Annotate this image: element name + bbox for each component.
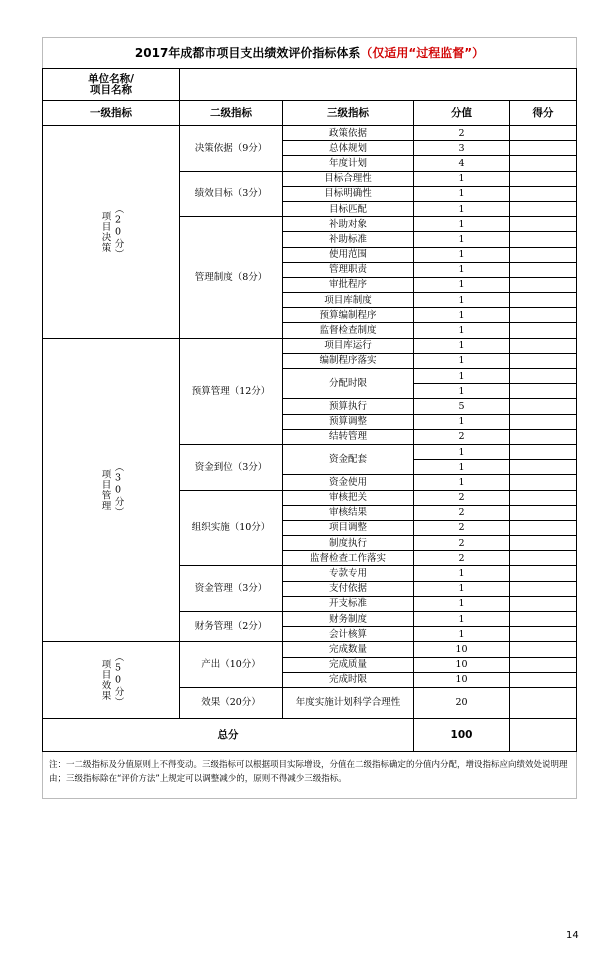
level3-cell: 监督检查工作落实	[283, 551, 414, 566]
title-highlight: （仅适用“过程监督”）	[360, 45, 485, 60]
table-row	[43, 126, 577, 141]
score-cell: 2	[414, 536, 510, 551]
score-cell: 1	[414, 475, 510, 490]
level3-cell: 完成数量	[283, 642, 414, 657]
total-label: 总分	[43, 719, 414, 752]
score-cell: 4	[414, 156, 510, 171]
level3-cell: 完成质量	[283, 657, 414, 672]
score-cell: 1	[414, 612, 510, 627]
level3-cell: 政策依据	[283, 126, 414, 141]
level1-cell	[43, 126, 180, 339]
score-cell: 2	[414, 429, 510, 444]
level3-cell: 制度执行	[283, 536, 414, 551]
level3-cell: 资金配套	[283, 444, 414, 474]
level3-cell: 审批程序	[283, 277, 414, 292]
score-cell: 1	[414, 232, 510, 247]
earned-cell[interactable]	[510, 475, 577, 490]
earned-cell[interactable]	[510, 612, 577, 627]
score-cell: 1	[414, 217, 510, 232]
table-row	[43, 338, 577, 353]
score-cell: 2	[414, 490, 510, 505]
score-cell: 2	[414, 505, 510, 520]
header-level1: 一级指标	[43, 101, 180, 126]
header-level3: 三级指标	[283, 101, 414, 126]
score-cell: 1	[414, 171, 510, 186]
level1-cell	[43, 642, 180, 719]
level3-cell: 预算调整	[283, 414, 414, 429]
level3-cell: 补助标准	[283, 232, 414, 247]
level3-cell: 管理职责	[283, 262, 414, 277]
level1-points: （30分）	[112, 462, 124, 518]
level2-cell: 资金到位（3分）	[180, 444, 283, 490]
score-cell: 1	[414, 186, 510, 201]
earned-cell[interactable]	[510, 687, 577, 718]
page-number: 14	[566, 930, 579, 941]
score-cell: 1	[414, 444, 510, 459]
level3-cell: 专款专用	[283, 566, 414, 581]
earned-cell[interactable]	[510, 490, 577, 505]
score-cell: 5	[414, 399, 510, 414]
earned-cell[interactable]	[510, 460, 577, 475]
earned-cell[interactable]	[510, 566, 577, 581]
earned-cell[interactable]	[510, 551, 577, 566]
score-cell: 2	[414, 126, 510, 141]
unit-label-line2: 项目名称	[90, 83, 132, 96]
level3-cell: 项目库运行	[283, 338, 414, 353]
level1-name: 项目效果	[99, 659, 111, 702]
score-cell: 10	[414, 642, 510, 657]
sheet-title	[43, 38, 577, 69]
earned-cell[interactable]	[510, 520, 577, 535]
level3-cell: 资金使用	[283, 475, 414, 490]
level3-cell: 目标合理性	[283, 171, 414, 186]
earned-cell[interactable]	[510, 384, 577, 399]
level2-cell: 产出（10分）	[180, 642, 283, 688]
level2-cell: 组织实施（10分）	[180, 490, 283, 566]
level2-cell: 资金管理（3分）	[180, 566, 283, 612]
earned-cell[interactable]	[510, 201, 577, 216]
earned-cell[interactable]	[510, 247, 577, 262]
level3-cell: 编制程序落实	[283, 353, 414, 368]
earned-cell[interactable]	[510, 308, 577, 323]
footnote: 注：一二级指标及分值原则上不得变动。三级指标可以根据项目实际增设，分值在二级指标确定的分值内分配，增设指标应向绩效处说明理由；三级指标除在“评价方法”上规定可以调整减少的，原则不得减少三级指标。	[43, 752, 577, 799]
earned-cell[interactable]	[510, 596, 577, 611]
level3-cell: 财务制度	[283, 612, 414, 627]
score-cell: 1	[414, 353, 510, 368]
score-cell: 1	[414, 627, 510, 642]
level3-cell: 支付依据	[283, 581, 414, 596]
level3-cell: 开支标准	[283, 596, 414, 611]
header-earned: 得分	[510, 101, 577, 126]
score-cell: 1	[414, 308, 510, 323]
level2-cell: 管理制度（8分）	[180, 217, 283, 339]
score-cell: 1	[414, 293, 510, 308]
score-cell: 1	[414, 323, 510, 338]
level2-cell: 效果（20分）	[180, 687, 283, 718]
level3-cell: 监督检查制度	[283, 323, 414, 338]
score-cell: 1	[414, 369, 510, 384]
earned-cell[interactable]	[510, 642, 577, 657]
score-cell: 1	[414, 262, 510, 277]
level3-cell: 年度计划	[283, 156, 414, 171]
earned-cell[interactable]	[510, 414, 577, 429]
score-cell: 1	[414, 247, 510, 262]
earned-cell[interactable]	[510, 444, 577, 459]
earned-cell[interactable]	[510, 657, 577, 672]
header-level2: 二级指标	[180, 101, 283, 126]
earned-cell[interactable]	[510, 536, 577, 551]
earned-cell[interactable]	[510, 429, 577, 444]
earned-cell[interactable]	[510, 399, 577, 414]
earned-cell[interactable]	[510, 323, 577, 338]
earned-cell[interactable]	[510, 262, 577, 277]
total-value: 100	[414, 719, 510, 752]
score-cell: 20	[414, 687, 510, 718]
score-cell: 1	[414, 277, 510, 292]
level2-cell: 财务管理（2分）	[180, 612, 283, 642]
table-row	[43, 642, 577, 657]
level3-cell: 预算执行	[283, 399, 414, 414]
earned-cell[interactable]	[510, 672, 577, 687]
level1-points: （20分）	[112, 204, 124, 260]
earned-cell[interactable]	[510, 156, 577, 171]
evaluation-sheet	[42, 37, 576, 799]
score-cell: 1	[414, 596, 510, 611]
earned-cell[interactable]	[510, 627, 577, 642]
earned-cell[interactable]	[510, 353, 577, 368]
total-earned[interactable]	[510, 719, 577, 752]
level3-cell: 项目调整	[283, 520, 414, 535]
earned-cell[interactable]	[510, 338, 577, 353]
level3-cell: 审核把关	[283, 490, 414, 505]
indicator-table	[42, 37, 577, 719]
level2-cell: 决策依据（9分）	[180, 126, 283, 172]
unit-label-line1: 单位名称/	[88, 72, 134, 85]
score-cell: 3	[414, 141, 510, 156]
earned-cell[interactable]	[510, 171, 577, 186]
level2-cell: 预算管理（12分）	[180, 338, 283, 444]
level3-cell: 分配时限	[283, 369, 414, 399]
score-cell: 1	[414, 338, 510, 353]
score-cell: 1	[414, 460, 510, 475]
score-cell: 1	[414, 384, 510, 399]
earned-cell[interactable]	[510, 217, 577, 232]
score-cell: 1	[414, 414, 510, 429]
level3-cell: 目标匹配	[283, 201, 414, 216]
unit-project-value[interactable]	[180, 69, 577, 101]
level3-cell: 结转管理	[283, 429, 414, 444]
level3-cell: 补助对象	[283, 217, 414, 232]
score-cell: 1	[414, 566, 510, 581]
earned-cell[interactable]	[510, 126, 577, 141]
earned-cell[interactable]	[510, 277, 577, 292]
header-score: 分值	[414, 101, 510, 126]
level3-cell: 会计核算	[283, 627, 414, 642]
earned-cell[interactable]	[510, 369, 577, 384]
level3-cell: 使用范围	[283, 247, 414, 262]
score-cell: 2	[414, 551, 510, 566]
score-cell: 1	[414, 201, 510, 216]
earned-cell[interactable]	[510, 581, 577, 596]
level3-cell: 年度实施计划科学合理性	[283, 687, 414, 718]
earned-cell[interactable]	[510, 141, 577, 156]
level3-cell: 项目库制度	[283, 293, 414, 308]
level1-name: 项目管理	[99, 469, 111, 511]
score-cell: 1	[414, 581, 510, 596]
level1-name: 项目决策	[99, 210, 111, 253]
level3-cell: 总体规划	[283, 141, 414, 156]
unit-project-label	[43, 69, 180, 101]
score-cell: 2	[414, 520, 510, 535]
total-table	[42, 719, 577, 800]
title-main: 2017年成都市项目支出绩效评价指标体系	[134, 45, 361, 60]
earned-cell[interactable]	[510, 186, 577, 201]
level3-cell: 完成时限	[283, 672, 414, 687]
level3-cell: 审核结果	[283, 505, 414, 520]
earned-cell[interactable]	[510, 505, 577, 520]
earned-cell[interactable]	[510, 293, 577, 308]
earned-cell[interactable]	[510, 232, 577, 247]
level3-cell: 预算编制程序	[283, 308, 414, 323]
score-cell: 10	[414, 672, 510, 687]
level1-points: （50分）	[112, 652, 124, 708]
level2-cell: 绩效目标（3分）	[180, 171, 283, 217]
score-cell: 10	[414, 657, 510, 672]
level1-cell	[43, 338, 180, 642]
level3-cell: 目标明确性	[283, 186, 414, 201]
